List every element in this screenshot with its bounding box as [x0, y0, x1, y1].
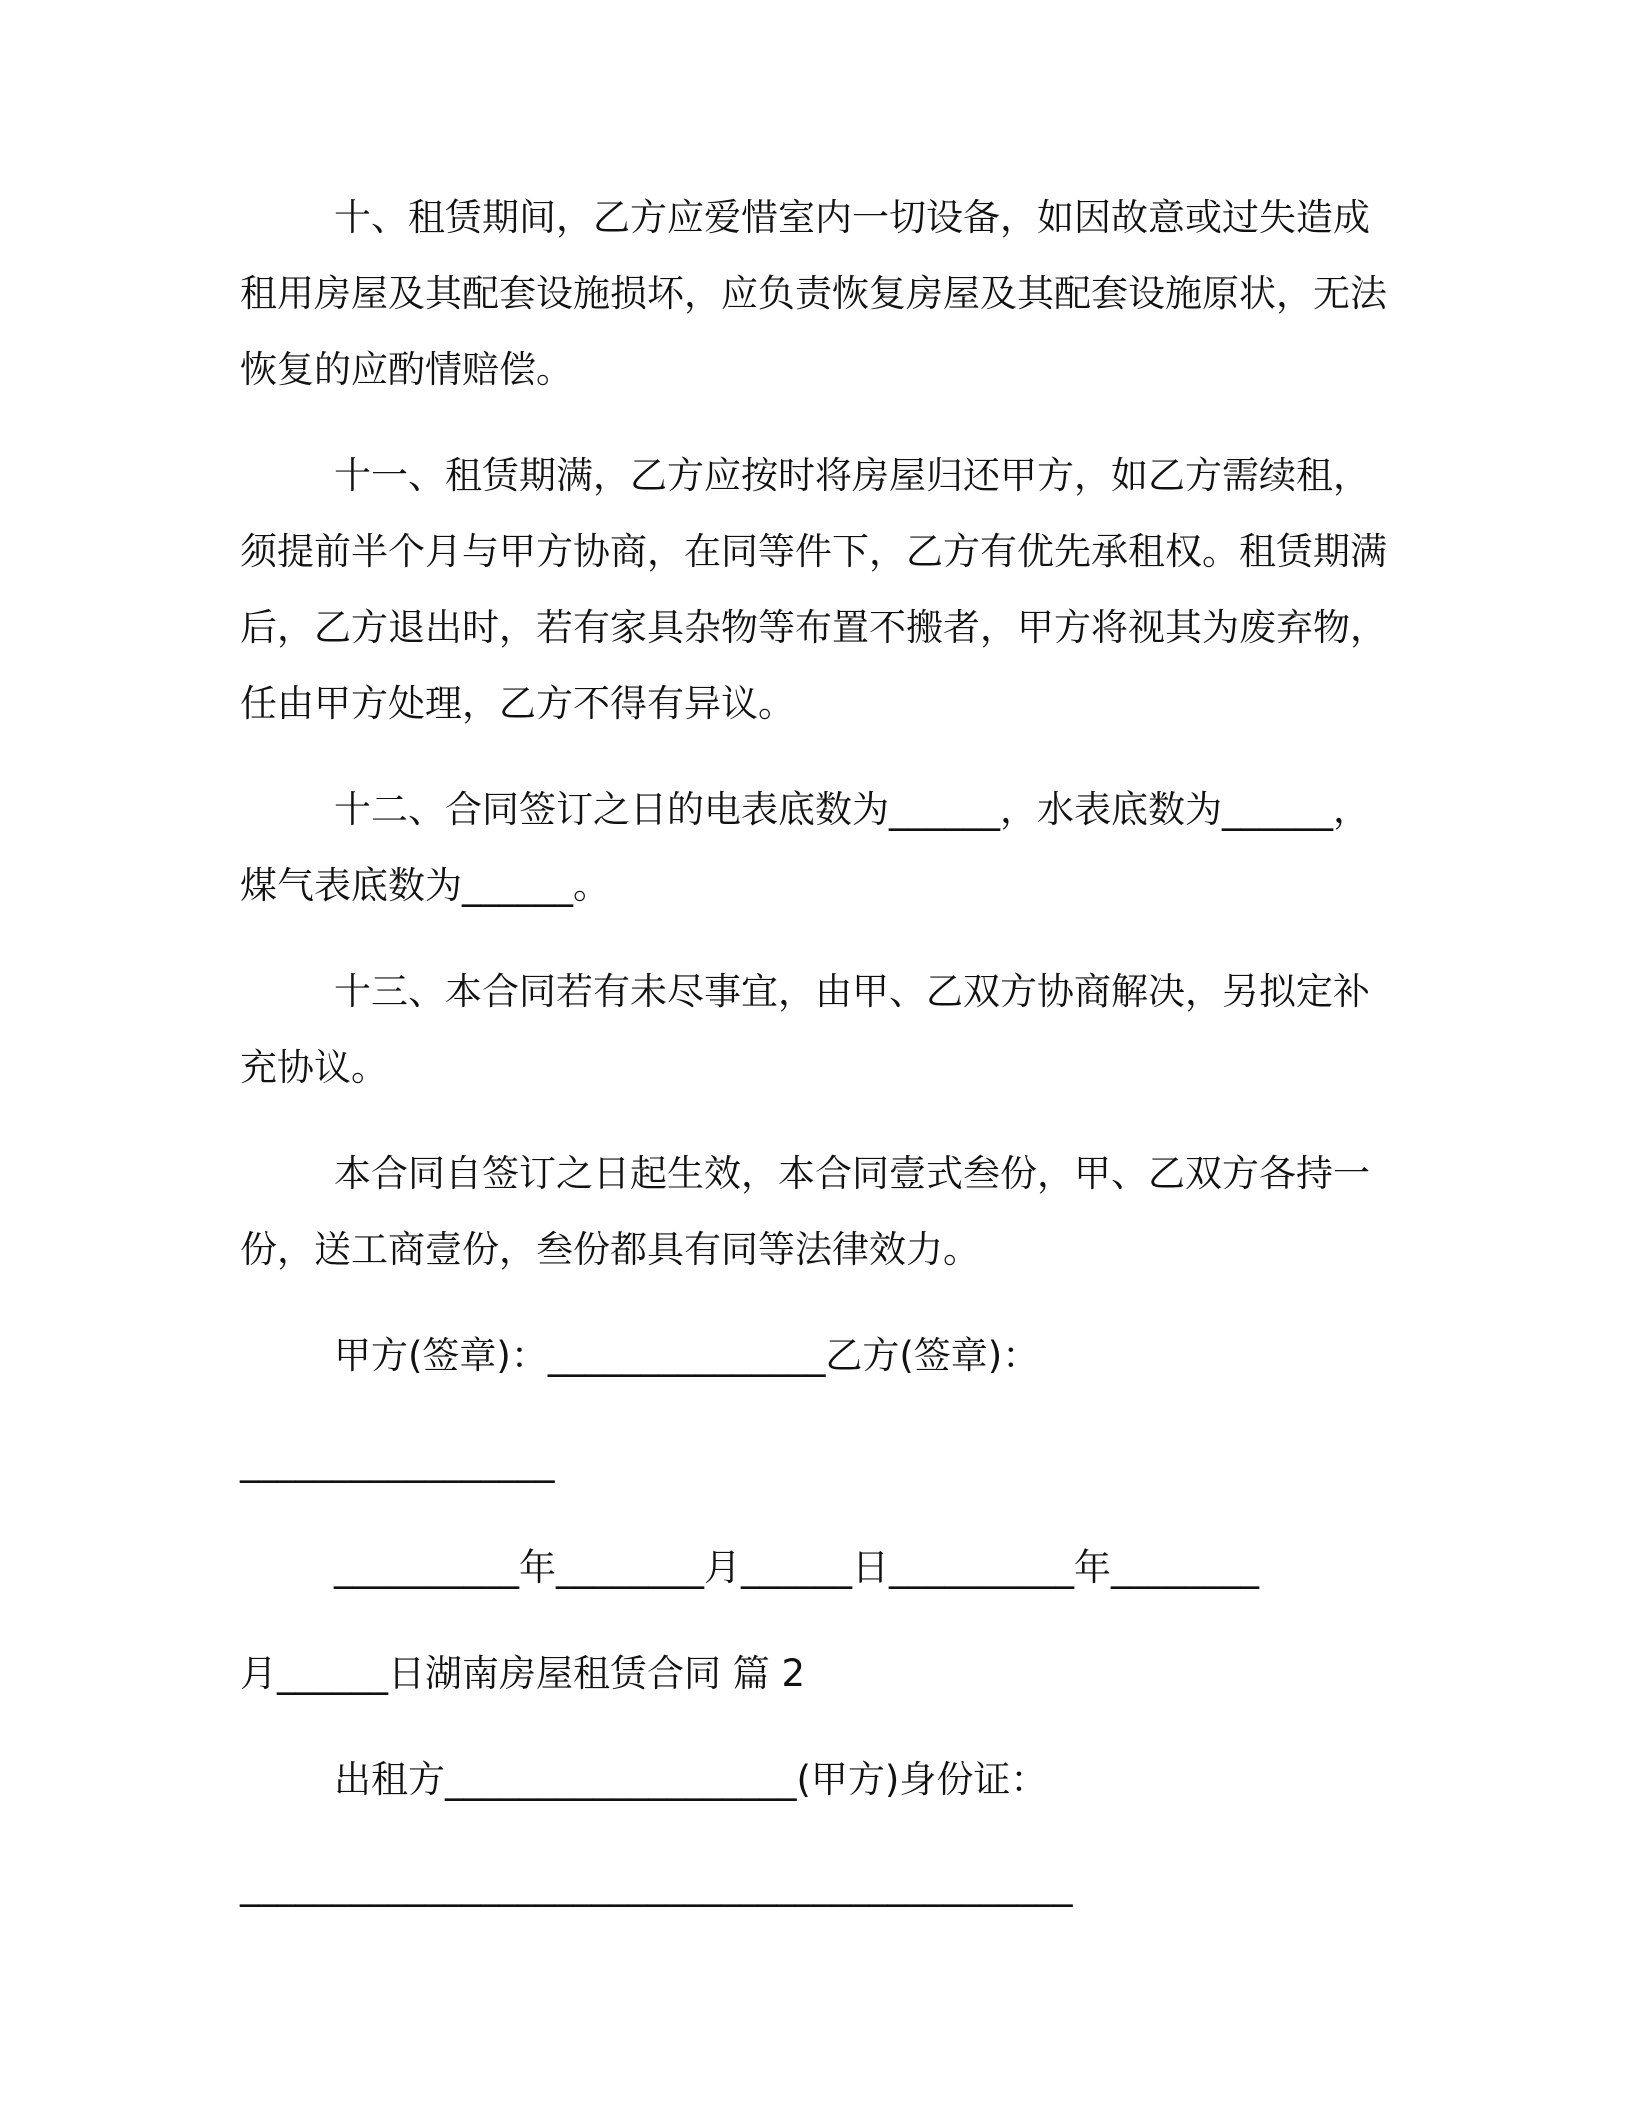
- clause-10: 十、租赁期间，乙方应爱惜室内一切设备，如因故意或过失造成租用房屋及其配套设施损坏，应负责恢复房屋及其配套设施原状，无法恢复的应酌情赔偿。: [240, 196, 1387, 391]
- clause-13: 十三、本合同若有未尽事宜，由甲、乙双方协商解决，另拟定补充协议。: [240, 970, 1370, 1089]
- date-line-continued-heading: 月______日湖南房屋租赁合同 篇 2: [240, 1652, 806, 1695]
- clause-12: 十二、合同签订之日的电表底数为______，水表底数为______，煤气表底数为______。: [240, 788, 1370, 907]
- date-line: __________年________月______日__________年________: [334, 1546, 1259, 1589]
- lessor-line: 出租方___________________(甲方)身份证：: [334, 1758, 1048, 1801]
- document-body: [240, 180, 1390, 1954]
- signature-line: 甲方(签章)：_______________乙方(签章)：: [334, 1334, 1040, 1377]
- lessor-id-line: _____________________________________________: [240, 1864, 1073, 1907]
- clause-11: 十一、租赁期满，乙方应按时将房屋归还甲方，如乙方需续租，须提前半个月与甲方协商，在同等件下，乙方有优先承租权。租赁期满后，乙方退出时，若有家具杂物等布置不搬者，甲方将视其为废弃物，任由甲方处理，乙方不得有异议。: [240, 454, 1387, 725]
- signature-line-continued: _________________: [240, 1440, 555, 1483]
- effective-clause: 本合同自签订之日起生效，本合同壹式叁份，甲、乙双方各持一份，送工商壹份，叁份都具有同等法律效力。: [240, 1152, 1370, 1271]
